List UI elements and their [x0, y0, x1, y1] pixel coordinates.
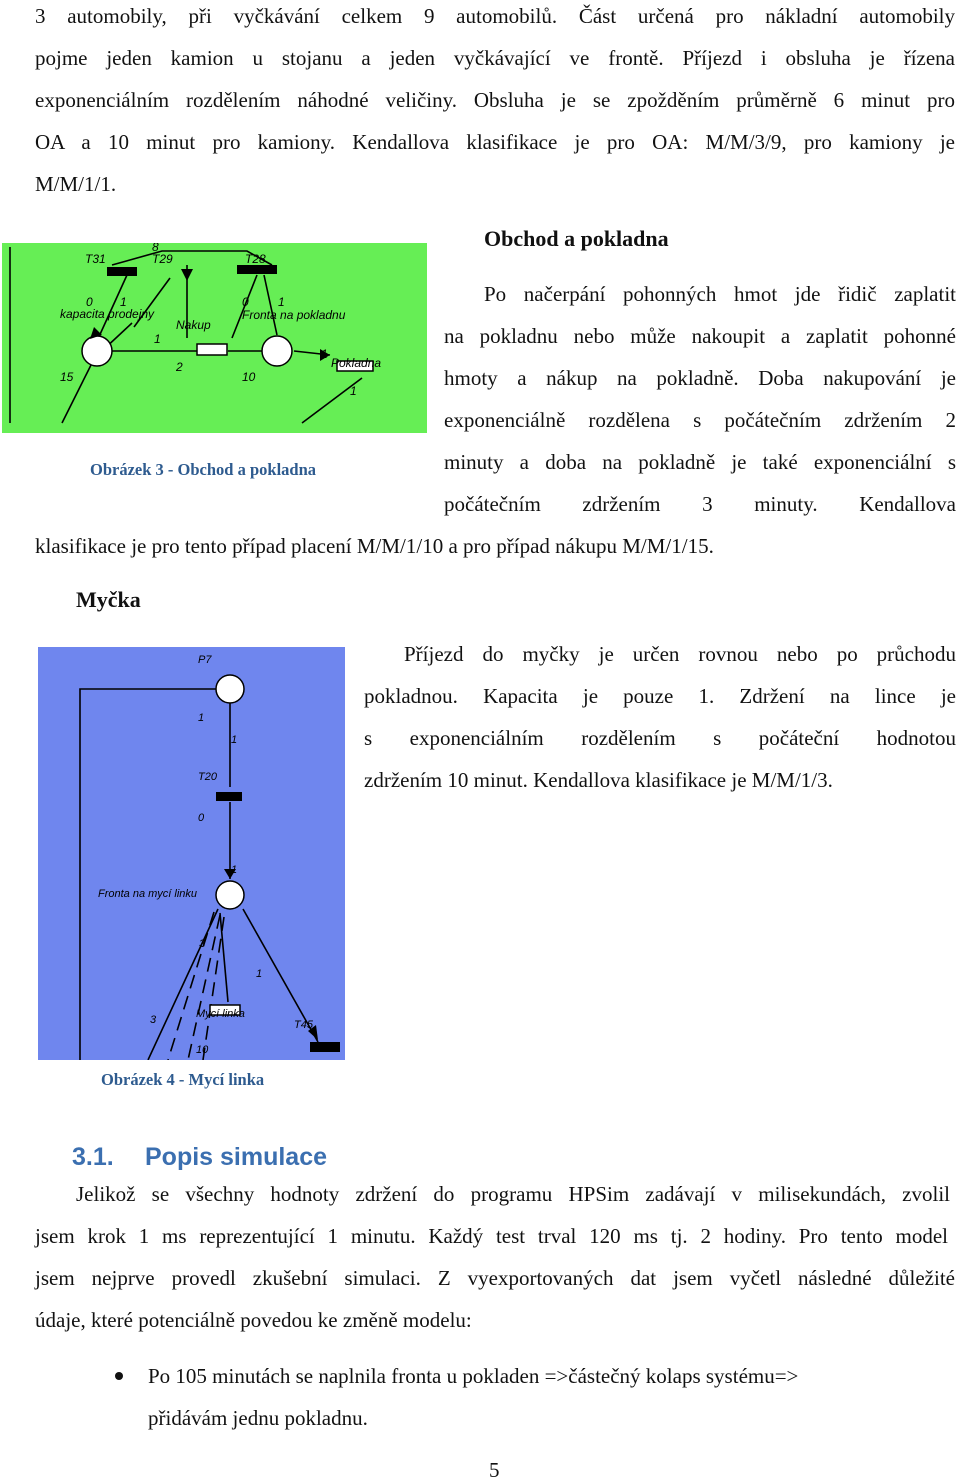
transition-t28 [237, 265, 277, 274]
label-8: 8 [152, 243, 159, 254]
label-kapacita: kapacita prodejny [60, 307, 155, 321]
label-10: 10 [242, 370, 256, 384]
obchod-line-2: na pokladnu nebo může nakoupit a zaplatit pohonné [444, 324, 956, 348]
label-myci: Mycí linka [196, 1008, 245, 1020]
intro-line-5: M/M/1/1. [35, 172, 117, 196]
label-3a: 3 [199, 938, 206, 950]
mycka-line-3: s exponenciálním rozdělením s počáteční hodnotou [364, 726, 956, 750]
label-3b: 3 [150, 1014, 157, 1026]
label-1d: 1 [321, 347, 328, 361]
bullet-icon [115, 1372, 123, 1380]
figure-background [2, 243, 427, 433]
label-p7: P7 [198, 654, 212, 666]
section-line-4: údaje, které potenciálně povedou ke změně modelu: [35, 1308, 472, 1332]
label-1c: 1 [154, 332, 161, 346]
label-t28: T28 [245, 252, 266, 266]
label-1b: 1 [231, 734, 238, 746]
label-fronta: Fronta na mycí linku [98, 888, 198, 900]
label-t29: T29 [152, 252, 173, 266]
figure-3-caption: Obrázek 3 - Obchod a pokladna [90, 460, 317, 479]
label-1d: 1 [256, 968, 263, 980]
section-line-1: Jelikož se všechny hodnoty zdržení do programu HPSim zadávají v milisekundách, zvolil [76, 1182, 950, 1206]
label-1a: 1 [120, 295, 127, 309]
place-fronta [262, 336, 292, 366]
place-kapacita [82, 336, 112, 366]
label-t31: T31 [85, 252, 106, 266]
figure-background [38, 647, 345, 1060]
label-t45: T45 [294, 1019, 313, 1031]
bullet-line-1: Po 105 minutách se naplnila fronta u pokladen =>částečný kolaps systému=> [148, 1364, 799, 1388]
section-line-2: jsem krok 1 ms reprezentující 1 minutu. Každý test trval 120 ms tj. 2 hodiny. Pro tento model [35, 1224, 948, 1248]
label-1c: 1 [231, 864, 238, 876]
transition-t45 [310, 1042, 340, 1052]
figure-myci-linka [38, 647, 345, 1060]
bullet-line-2: přidávám jednu pokladnu. [148, 1406, 368, 1430]
obchod-line-1: Po načerpání pohonných hmot jde řidič zaplatit [484, 282, 956, 306]
mycka-line-2: pokladnou. Kapacita je pouze 1. Zdržení na lince je [364, 684, 956, 708]
obchod-last-line: klasifikace je pro tento případ placení M/M/1/10 a pro případ nákupu M/M/1/15. [35, 534, 714, 558]
section-title: Popis simulace [145, 1143, 328, 1171]
figure-4-caption: Obrázek 4 - Mycí linka [101, 1070, 265, 1089]
label-t20: T20 [198, 771, 217, 783]
section-line-3: jsem nejprve provedl zkušební simulaci. Z vyexportovaných dat jsem vyčetl následné důležité [35, 1266, 955, 1290]
label-0a: 0 [86, 295, 93, 309]
transition-t20 [216, 792, 242, 801]
mycka-heading: Myčka [76, 587, 141, 612]
mycka-line-1: Příjezd do myčky je určen rovnou nebo po průchodu [404, 642, 956, 666]
place-p7 [216, 675, 244, 703]
intro-line-4: OA a 10 minut pro kamiony. Kendallova klasifikace je pro OA: M/M/3/9, pro kamiony je [35, 130, 955, 154]
intro-line-2: pojme jeden kamion u stojanu a jeden vyčkávající ve frontě. Příjezd i obsluha je řízena [35, 46, 955, 70]
place-fronta [216, 881, 244, 909]
label-fronta: Fronta na pokladnu [242, 308, 346, 322]
label-1e: 1 [350, 384, 357, 398]
label-1b: 1 [278, 295, 285, 309]
obchod-line-6: počátečním zdržením 3 minuty. Kendallova [444, 492, 956, 516]
label-15: 15 [60, 370, 74, 384]
intro-line-1: 3 automobily, při vyčkávání celkem 9 automobilů. Část určená pro nákladní automobily [35, 4, 955, 28]
label-pokladna: Pokladna [331, 356, 382, 370]
obchod-heading: Obchod a pokladna [484, 226, 669, 251]
label-0: 0 [198, 812, 205, 824]
section-number: 3.1. [72, 1143, 114, 1171]
label-10: 10 [196, 1044, 209, 1056]
mycka-last-line: zdržením 10 minut. Kendallova klasifikace je M/M/1/3. [364, 768, 833, 792]
transition-nakup [197, 344, 227, 355]
obchod-line-5: minuty a doba na pokladně je také exponenciální s [444, 450, 956, 474]
label-1a: 1 [198, 712, 205, 724]
obchod-line-4: exponenciálně rozdělena s počátečním zdržením 2 [444, 408, 956, 432]
label-2: 2 [176, 360, 183, 374]
intro-line-3: exponenciálním rozdělením náhodné veličiny. Obsluha je se zpožděním průměrně 6 minut pro [35, 88, 955, 112]
label-0b: 0 [242, 295, 249, 309]
transition-t31 [107, 267, 137, 276]
label-nakup: Nakup [176, 318, 211, 332]
figure-obchod-pokladna [2, 243, 427, 433]
obchod-line-3: hmoty a nákup na pokladně. Doba nakupování je [444, 366, 956, 390]
page-number: 5 [489, 1458, 500, 1482]
